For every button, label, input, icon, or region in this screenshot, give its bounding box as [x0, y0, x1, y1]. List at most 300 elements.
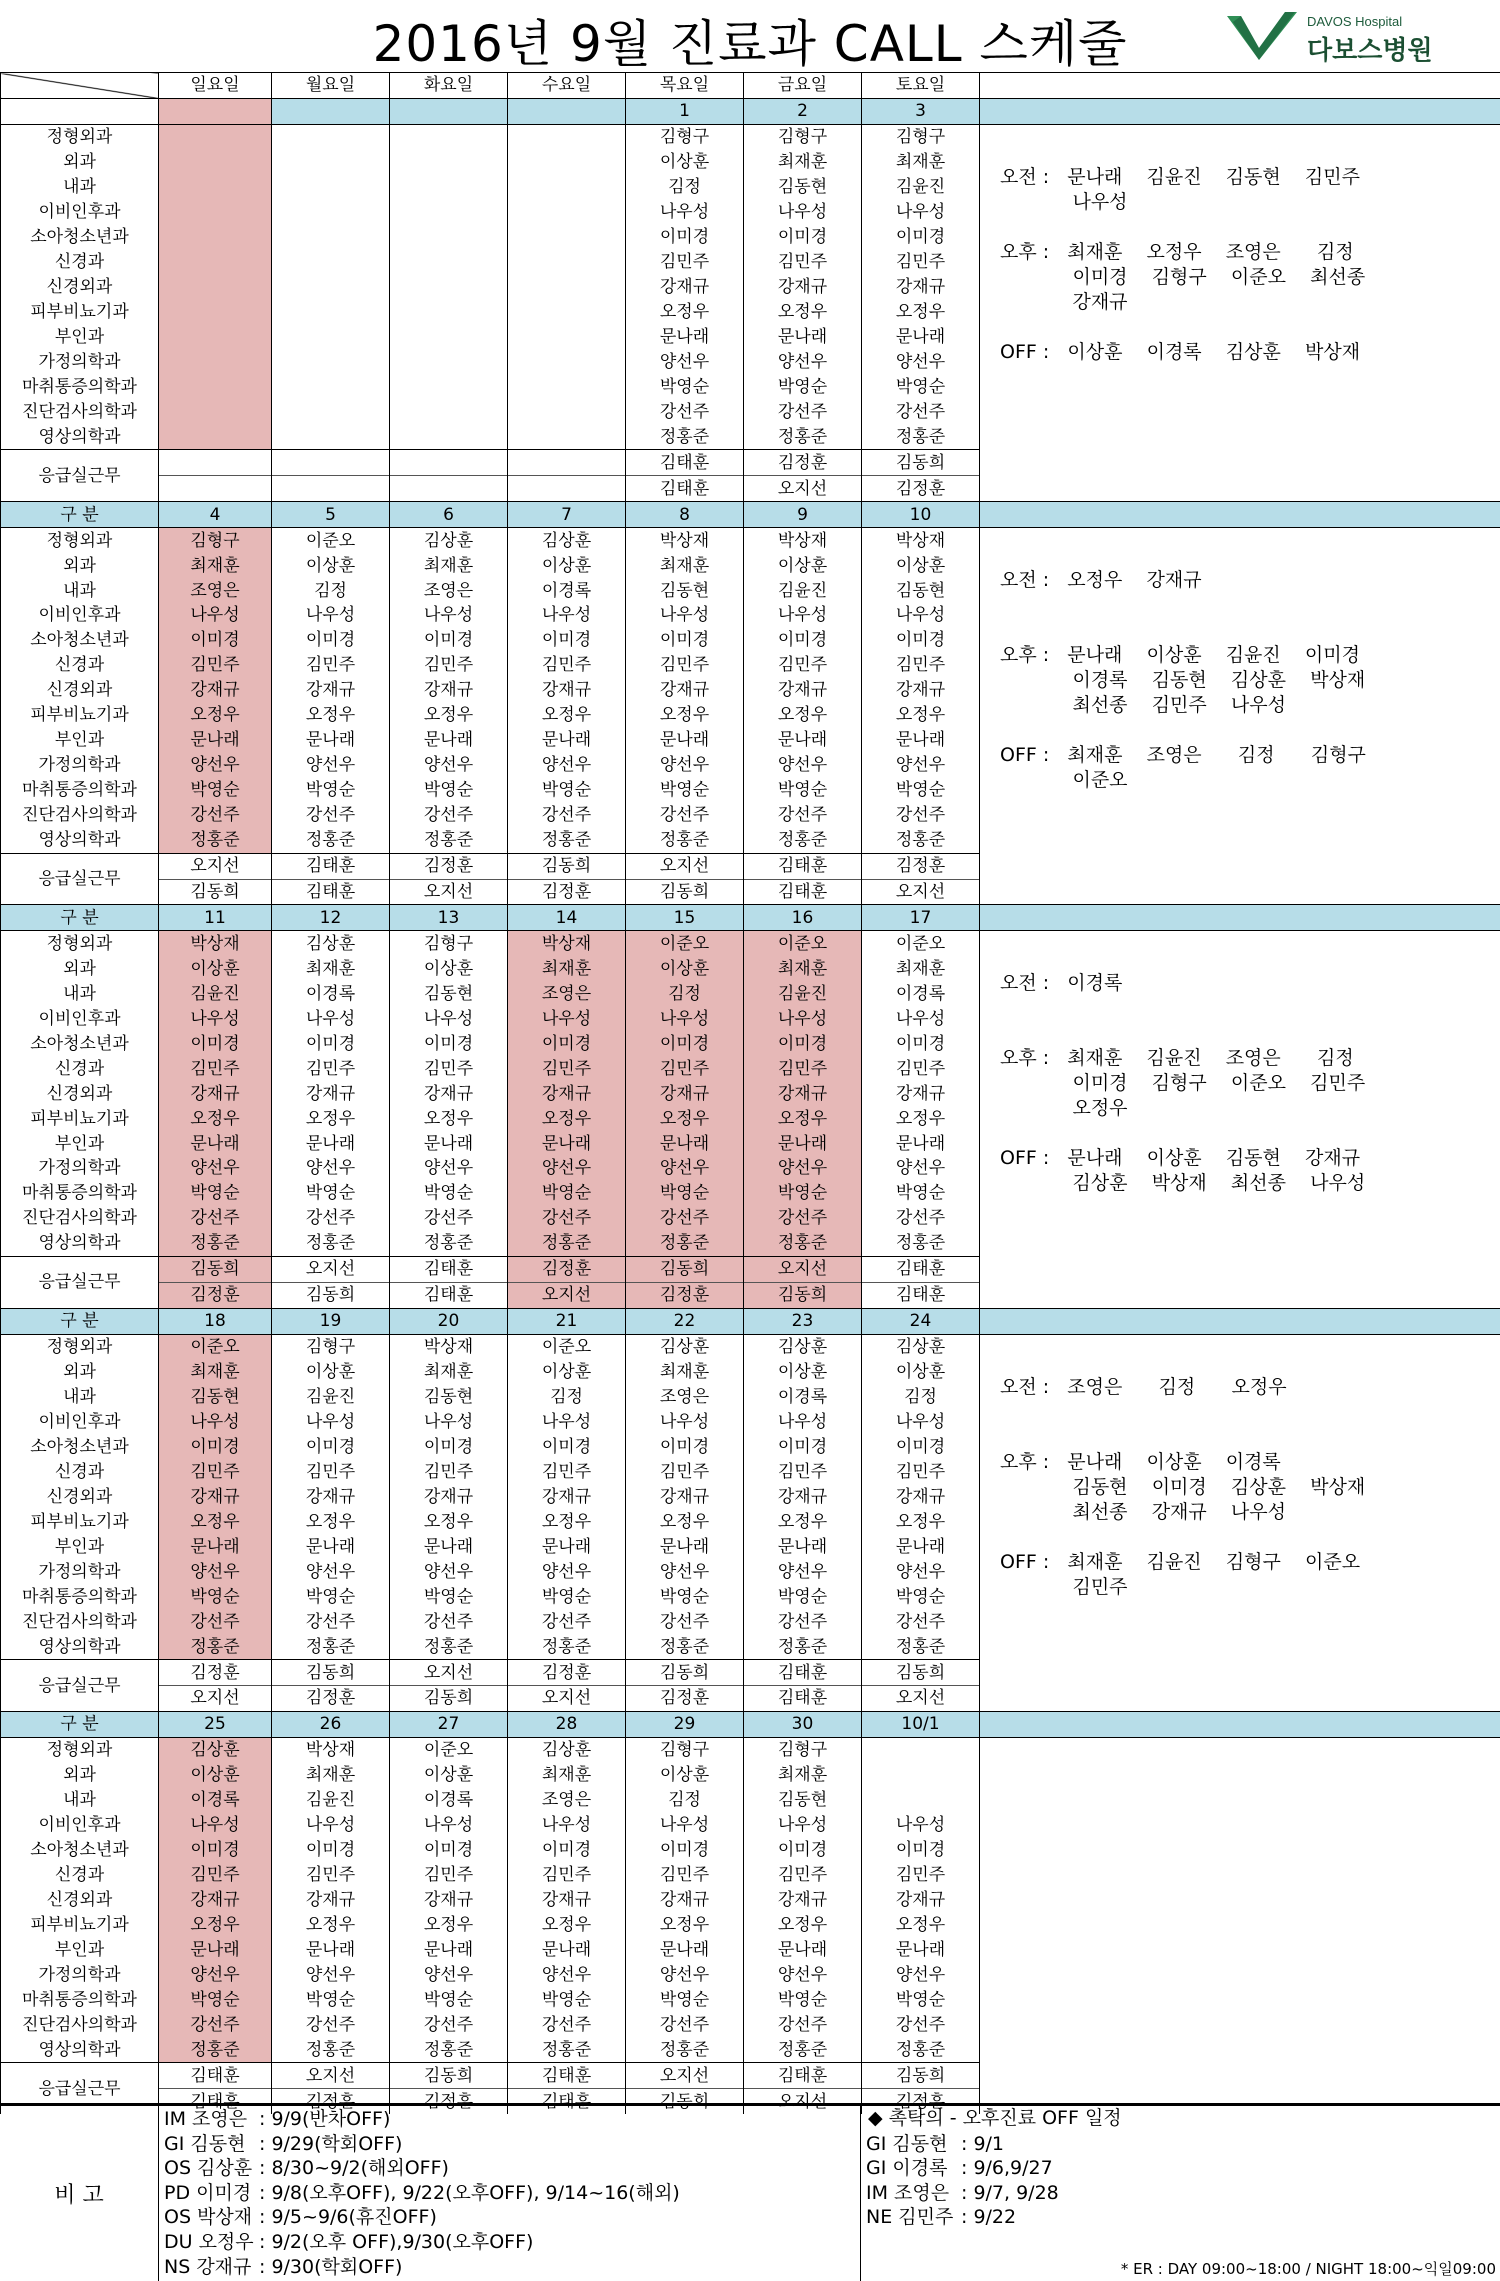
- date-cell: 8: [626, 502, 744, 528]
- er-cell: 김정훈: [862, 2089, 980, 2114]
- er-cell: 김정훈: [508, 879, 626, 905]
- schedule-cell: 박영순: [272, 1987, 390, 2012]
- er-cell: 오지선: [159, 853, 272, 879]
- schedule-cell: 강재규: [626, 678, 744, 703]
- schedule-cell: [862, 1737, 980, 1762]
- schedule-cell: 박영순: [862, 1584, 980, 1609]
- schedule-cell: 오정우: [272, 703, 390, 728]
- er-cell: 김동희: [390, 2063, 508, 2089]
- schedule-cell: 김윤진: [272, 1385, 390, 1410]
- schedule-cell: 이미경: [862, 1838, 980, 1863]
- schedule-cell: 이미경: [744, 628, 862, 653]
- schedule-cell: 박영순: [744, 1584, 862, 1609]
- gubun-label: 구 분: [1, 502, 159, 528]
- schedule-cell: 김민주: [390, 1459, 508, 1484]
- schedule-cell: 문나래: [508, 1131, 626, 1156]
- schedule-cell: 문나래: [862, 325, 980, 350]
- schedule-cell: 김민주: [272, 1056, 390, 1081]
- remark-text: : 8/30~9/2(해외OFF): [259, 2157, 449, 2180]
- dept-label: 소아청소년과: [1, 628, 159, 653]
- schedule-cell: 이준오: [862, 931, 980, 956]
- schedule-cell: 박상재: [272, 1737, 390, 1762]
- schedule-cell: 정홍준: [272, 1634, 390, 1659]
- schedule-cell: 양선우: [508, 1156, 626, 1181]
- dept-label: 부인과: [1, 1534, 159, 1559]
- schedule-cell: [508, 175, 626, 200]
- dept-row: [1, 124, 1500, 149]
- schedule-cell: 정홍준: [272, 1231, 390, 1256]
- page-title: 2016년 9월 진료과 CALL 스케줄: [372, 15, 1128, 73]
- schedule-cell: 정홍준: [626, 1634, 744, 1659]
- dept-label: 피부비뇨기과: [1, 703, 159, 728]
- consult-off-entry: [866, 2205, 1016, 2229]
- schedule-cell: 김형구: [626, 1737, 744, 1762]
- schedule-cell: 양선우: [272, 1156, 390, 1181]
- schedule-cell: 정홍준: [508, 1634, 626, 1659]
- dept-label: 이비인후과: [1, 1813, 159, 1838]
- schedule-cell: 조영은: [508, 981, 626, 1006]
- schedule-cell: [862, 1763, 980, 1788]
- er-cell: 김동희: [626, 1256, 744, 1282]
- schedule-cell: 강선주: [744, 2012, 862, 2037]
- dept-label: 이비인후과: [1, 1006, 159, 1031]
- schedule-cell: 나우성: [159, 1006, 272, 1031]
- remarks-right: [862, 2106, 1500, 2281]
- schedule-cell: 이미경: [862, 1434, 980, 1459]
- schedule-cell: 김민주: [626, 1056, 744, 1081]
- schedule-cell: [390, 124, 508, 149]
- schedule-cell: 오정우: [626, 1106, 744, 1131]
- date-row: [1, 98, 1500, 124]
- schedule-cell: 김민주: [862, 653, 980, 678]
- schedule-cell: 최재훈: [862, 956, 980, 981]
- schedule-cell: [508, 399, 626, 424]
- dept-label: 영상의학과: [1, 424, 159, 449]
- schedule-cell: 김민주: [508, 1056, 626, 1081]
- schedule-cell: 오정우: [508, 703, 626, 728]
- schedule-cell: 박영순: [159, 778, 272, 803]
- schedule-cell: 박영순: [272, 1181, 390, 1206]
- weekday-header: 토요일: [862, 73, 980, 99]
- schedule-cell: 양선우: [626, 349, 744, 374]
- schedule-cell: 김민주: [862, 1056, 980, 1081]
- schedule-cell: [272, 250, 390, 275]
- schedule-cell: 박영순: [626, 1987, 744, 2012]
- schedule-cell: 이미경: [159, 1838, 272, 1863]
- schedule-cell: 강재규: [744, 678, 862, 703]
- schedule-cell: 양선우: [626, 753, 744, 778]
- week-note: [980, 528, 1500, 905]
- schedule-cell: 나우성: [862, 1813, 980, 1838]
- schedule-cell: 나우성: [508, 1006, 626, 1031]
- dept-label: 피부비뇨기과: [1, 1509, 159, 1534]
- schedule-cell: [159, 250, 272, 275]
- schedule-cell: 오정우: [508, 1106, 626, 1131]
- er-cell: 김태훈: [390, 1256, 508, 1282]
- dept-label: 마취통증의학과: [1, 374, 159, 399]
- schedule-cell: 이상훈: [272, 553, 390, 578]
- schedule-cell: 강선주: [390, 803, 508, 828]
- schedule-cell: 나우성: [744, 200, 862, 225]
- er-cell: 오지선: [744, 1256, 862, 1282]
- remark-entry: [164, 2107, 390, 2131]
- dept-label: 진단검사의학과: [1, 399, 159, 424]
- er-cell: 오지선: [159, 1686, 272, 1712]
- schedule-cell: 강재규: [508, 1888, 626, 1913]
- schedule-cell: 이미경: [626, 225, 744, 250]
- schedule-cell: 나우성: [390, 1006, 508, 1031]
- schedule-cell: 김동현: [744, 175, 862, 200]
- er-cell: 오지선: [508, 1282, 626, 1308]
- schedule-cell: 정홍준: [390, 828, 508, 853]
- schedule-cell: 정홍준: [626, 2037, 744, 2062]
- schedule-cell: 이상훈: [508, 553, 626, 578]
- schedule-cell: [390, 325, 508, 350]
- schedule-cell: 강선주: [626, 803, 744, 828]
- schedule-cell: 오정우: [862, 1106, 980, 1131]
- date-cell: 6: [390, 502, 508, 528]
- date-cell: 16: [744, 905, 862, 931]
- schedule-cell: 김상훈: [862, 1334, 980, 1359]
- schedule-cell: 강선주: [744, 399, 862, 424]
- schedule-cell: 이상훈: [626, 150, 744, 175]
- schedule-cell: 최재훈: [390, 553, 508, 578]
- schedule-cell: 김형구: [626, 124, 744, 149]
- schedule-cell: 김윤진: [159, 981, 272, 1006]
- er-cell: 김정훈: [272, 2089, 390, 2114]
- dept-label: 영상의학과: [1, 1231, 159, 1256]
- schedule-cell: 문나래: [272, 1131, 390, 1156]
- schedule-cell: [508, 150, 626, 175]
- schedule-cell: 박영순: [744, 1181, 862, 1206]
- dept-label: 신경외과: [1, 1888, 159, 1913]
- dept-label: 가정의학과: [1, 753, 159, 778]
- schedule-cell: 김민주: [744, 1863, 862, 1888]
- schedule-cell: 이미경: [272, 1838, 390, 1863]
- er-cell: [159, 450, 272, 476]
- dept-label: 소아청소년과: [1, 1838, 159, 1863]
- schedule-cell: 이경록: [744, 1385, 862, 1410]
- week-note: [980, 124, 1500, 501]
- schedule-cell: 이경록: [272, 981, 390, 1006]
- er-cell: 오지선: [272, 2063, 390, 2089]
- schedule-cell: 강재규: [626, 1081, 744, 1106]
- schedule-cell: 문나래: [159, 1938, 272, 1963]
- weekday-header: 수요일: [508, 73, 626, 99]
- logo-korean: 다보스병원: [1307, 36, 1433, 66]
- er-cell: 김동희: [508, 853, 626, 879]
- schedule-cell: 나우성: [272, 1410, 390, 1435]
- header: [0, 0, 1500, 72]
- date-row: [1, 502, 1500, 528]
- schedule-cell: 김민주: [390, 653, 508, 678]
- schedule-cell: 박영순: [390, 1987, 508, 2012]
- weekday-header: 화요일: [390, 73, 508, 99]
- schedule-cell: [159, 349, 272, 374]
- dept-label: 가정의학과: [1, 1156, 159, 1181]
- schedule-cell: 김민주: [508, 1459, 626, 1484]
- schedule-cell: 정홍준: [744, 1231, 862, 1256]
- schedule-cell: 정홍준: [626, 1231, 744, 1256]
- schedule-cell: 오정우: [626, 703, 744, 728]
- er-label: 응급실근무: [1, 1256, 159, 1308]
- note-date-cell: [980, 905, 1500, 931]
- dept-label: 진단검사의학과: [1, 803, 159, 828]
- er-cell: 김태훈: [159, 2063, 272, 2089]
- schedule-cell: 김민주: [272, 653, 390, 678]
- schedule-cell: 양선우: [390, 1962, 508, 1987]
- gubun-label: [1, 98, 159, 124]
- schedule-cell: 김상훈: [272, 931, 390, 956]
- schedule-cell: 정홍준: [159, 1231, 272, 1256]
- schedule-cell: 양선우: [862, 1962, 980, 1987]
- er-cell: 김정훈: [508, 1256, 626, 1282]
- schedule-cell: 박영순: [272, 778, 390, 803]
- hospital-logo: [1225, 10, 1440, 66]
- schedule-cell: 박상재: [508, 931, 626, 956]
- schedule-cell: [272, 124, 390, 149]
- schedule-cell: 박영순: [862, 374, 980, 399]
- schedule-cell: [390, 374, 508, 399]
- schedule-cell: 나우성: [390, 603, 508, 628]
- schedule-cell: 정홍준: [508, 2037, 626, 2062]
- er-cell: 오지선: [390, 1660, 508, 1686]
- schedule-cell: 강선주: [862, 1609, 980, 1634]
- schedule-cell: 오정우: [744, 1913, 862, 1938]
- schedule-cell: 나우성: [862, 603, 980, 628]
- schedule-cell: 박영순: [626, 374, 744, 399]
- er-cell: 김태훈: [862, 1256, 980, 1282]
- date-cell: [508, 98, 626, 124]
- er-cell: 김동희: [626, 1660, 744, 1686]
- schedule-cell: 오정우: [862, 300, 980, 325]
- schedule-cell: 강재규: [159, 678, 272, 703]
- schedule-cell: 강선주: [508, 2012, 626, 2037]
- dept-label: 가정의학과: [1, 349, 159, 374]
- date-cell: 9: [744, 502, 862, 528]
- schedule-cell: 나우성: [390, 1813, 508, 1838]
- schedule-cell: 박영순: [390, 778, 508, 803]
- schedule-cell: 박영순: [862, 778, 980, 803]
- schedule-cell: 김민주: [862, 1459, 980, 1484]
- schedule-cell: 박상재: [744, 528, 862, 553]
- schedule-cell: 나우성: [626, 1006, 744, 1031]
- dept-label: 신경과: [1, 1459, 159, 1484]
- schedule-cell: 이미경: [744, 225, 862, 250]
- schedule-cell: 문나래: [862, 728, 980, 753]
- schedule-cell: [159, 399, 272, 424]
- er-cell: 김동희: [390, 1686, 508, 1712]
- er-cell: 김태훈: [744, 1686, 862, 1712]
- schedule-cell: 최재훈: [159, 1360, 272, 1385]
- er-cell: 김정훈: [626, 1282, 744, 1308]
- dept-label: 소아청소년과: [1, 1031, 159, 1056]
- schedule-cell: 문나래: [862, 1131, 980, 1156]
- dept-label: 피부비뇨기과: [1, 300, 159, 325]
- er-cell: 김태훈: [744, 879, 862, 905]
- weekday-header: 일요일: [159, 73, 272, 99]
- schedule-cell: 박상재: [390, 1334, 508, 1359]
- dept-label: 내과: [1, 1385, 159, 1410]
- er-cell: 김태훈: [159, 2089, 272, 2114]
- weekday-header: 목요일: [626, 73, 744, 99]
- schedule-cell: 양선우: [159, 1962, 272, 1987]
- er-cell: [272, 450, 390, 476]
- schedule-cell: [508, 374, 626, 399]
- dept-label: 신경외과: [1, 1081, 159, 1106]
- schedule-cell: 박영순: [159, 1584, 272, 1609]
- schedule-cell: 이미경: [390, 1838, 508, 1863]
- schedule-cell: 나우성: [744, 1006, 862, 1031]
- date-cell: 12: [272, 905, 390, 931]
- date-cell: 21: [508, 1308, 626, 1334]
- schedule-cell: 양선우: [626, 1559, 744, 1584]
- schedule-cell: 오정우: [159, 703, 272, 728]
- schedule-cell: 오정우: [272, 1913, 390, 1938]
- schedule-cell: 최재훈: [744, 956, 862, 981]
- dept-row: [1, 528, 1500, 553]
- er-cell: 김태훈: [744, 2063, 862, 2089]
- schedule-cell: 김상훈: [390, 528, 508, 553]
- schedule-cell: [272, 300, 390, 325]
- schedule-cell: [272, 225, 390, 250]
- schedule-cell: 정홍준: [159, 828, 272, 853]
- dept-label: 영상의학과: [1, 828, 159, 853]
- schedule-cell: 강선주: [744, 803, 862, 828]
- er-cell: 김동희: [862, 2063, 980, 2089]
- schedule-cell: 문나래: [744, 1938, 862, 1963]
- week-note-text: 오전 : 이경록 오후 : 최재훈 김윤진 조영은 김정 이미경 김형구 이준오 김민주 오정우 OFF : 문나래 이상훈 김동현 강재규 김상훈 박상재 최선종 나우성: [1000, 972, 1366, 1195]
- er-cell: 김동희: [626, 879, 744, 905]
- schedule-cell: 김민주: [626, 250, 744, 275]
- schedule-cell: 오정우: [862, 1509, 980, 1534]
- schedule-cell: 최재훈: [272, 956, 390, 981]
- schedule-cell: 이미경: [159, 628, 272, 653]
- dept-label: 부인과: [1, 728, 159, 753]
- schedule-cell: 정홍준: [862, 2037, 980, 2062]
- date-cell: 13: [390, 905, 508, 931]
- consult-off-dates: : 9/7, 9/28: [961, 2181, 1059, 2204]
- schedule-cell: 이준오: [272, 528, 390, 553]
- date-cell: 7: [508, 502, 626, 528]
- schedule-cell: 강재규: [272, 1081, 390, 1106]
- schedule-cell: 강선주: [272, 1609, 390, 1634]
- date-cell: 4: [159, 502, 272, 528]
- schedule-cell: [272, 175, 390, 200]
- er-cell: 김정훈: [272, 1686, 390, 1712]
- dept-label: 정형외과: [1, 1737, 159, 1762]
- er-cell: 김동희: [159, 879, 272, 905]
- schedule-cell: 정홍준: [508, 828, 626, 853]
- schedule-cell: [390, 300, 508, 325]
- schedule-cell: 이준오: [390, 1737, 508, 1762]
- schedule-cell: [508, 124, 626, 149]
- schedule-cell: 이준오: [626, 931, 744, 956]
- date-cell: 11: [159, 905, 272, 931]
- schedule-cell: 김형구: [390, 931, 508, 956]
- remark-entry: [164, 2230, 533, 2254]
- er-cell: 오지선: [744, 2089, 862, 2114]
- schedule-cell: [272, 275, 390, 300]
- er-cell: 오지선: [390, 879, 508, 905]
- schedule-cell: 강선주: [862, 1206, 980, 1231]
- schedule-cell: 강선주: [626, 2012, 744, 2037]
- dept-label: 부인과: [1, 1938, 159, 1963]
- schedule-cell: [159, 175, 272, 200]
- schedule-cell: 김민주: [626, 1459, 744, 1484]
- er-cell: 김정훈: [390, 853, 508, 879]
- schedule-cell: 정홍준: [862, 424, 980, 449]
- schedule-cell: 김형구: [159, 528, 272, 553]
- consult-off-dates: : 9/1: [961, 2132, 1005, 2155]
- schedule-cell: [508, 349, 626, 374]
- schedule-cell: 강재규: [508, 678, 626, 703]
- gubun-label: 구 분: [1, 1308, 159, 1334]
- date-cell: 10: [862, 502, 980, 528]
- schedule-cell: 이미경: [390, 1434, 508, 1459]
- schedule-cell: [272, 424, 390, 449]
- schedule-cell: 강재규: [159, 1484, 272, 1509]
- schedule-cell: 강선주: [159, 2012, 272, 2037]
- remark-entry: [164, 2181, 680, 2205]
- schedule-cell: 박영순: [390, 1181, 508, 1206]
- schedule-cell: 김상훈: [508, 528, 626, 553]
- schedule-cell: [390, 250, 508, 275]
- weekday-header: 금요일: [744, 73, 862, 99]
- consult-doctor: NE 김민주: [866, 2206, 954, 2229]
- schedule-cell: 양선우: [744, 1156, 862, 1181]
- remark-entry: [164, 2132, 402, 2156]
- schedule-cell: 김윤진: [744, 981, 862, 1006]
- remark-entry: [164, 2255, 402, 2279]
- schedule-cell: 양선우: [744, 753, 862, 778]
- remark-doctor: OS 김상훈: [164, 2157, 253, 2180]
- schedule-cell: 김윤진: [862, 175, 980, 200]
- week-note: [980, 1737, 1500, 2114]
- date-cell: 30: [744, 1711, 862, 1737]
- schedule-cell: 오정우: [159, 1509, 272, 1534]
- er-cell: 김동희: [744, 1282, 862, 1308]
- schedule-cell: 나우성: [508, 1813, 626, 1838]
- schedule-cell: 김형구: [744, 1737, 862, 1762]
- schedule-cell: 오정우: [744, 1106, 862, 1131]
- date-cell: 15: [626, 905, 744, 931]
- schedule-cell: 정홍준: [508, 1231, 626, 1256]
- schedule-cell: 김민주: [159, 1056, 272, 1081]
- schedule-cell: 나우성: [272, 603, 390, 628]
- schedule-cell: 이미경: [626, 1434, 744, 1459]
- schedule-cell: 박영순: [744, 778, 862, 803]
- date-cell: 19: [272, 1308, 390, 1334]
- schedule-cell: 이미경: [862, 628, 980, 653]
- schedule-cell: 문나래: [744, 1131, 862, 1156]
- schedule-cell: 나우성: [390, 1410, 508, 1435]
- schedule-cell: 박영순: [744, 374, 862, 399]
- schedule-cell: 오정우: [390, 1913, 508, 1938]
- schedule-cell: 오정우: [744, 1509, 862, 1534]
- remark-doctor: NS 강재규: [164, 2255, 252, 2278]
- schedule-cell: [390, 175, 508, 200]
- schedule-cell: 김민주: [272, 1459, 390, 1484]
- dept-label: 영상의학과: [1, 2037, 159, 2062]
- schedule-cell: 오정우: [508, 1509, 626, 1534]
- schedule-cell: 문나래: [744, 325, 862, 350]
- date-cell: 2: [744, 98, 862, 124]
- week-note: [980, 931, 1500, 1308]
- schedule-cell: 양선우: [159, 753, 272, 778]
- schedule-cell: 오정우: [159, 1913, 272, 1938]
- schedule-cell: 이미경: [390, 628, 508, 653]
